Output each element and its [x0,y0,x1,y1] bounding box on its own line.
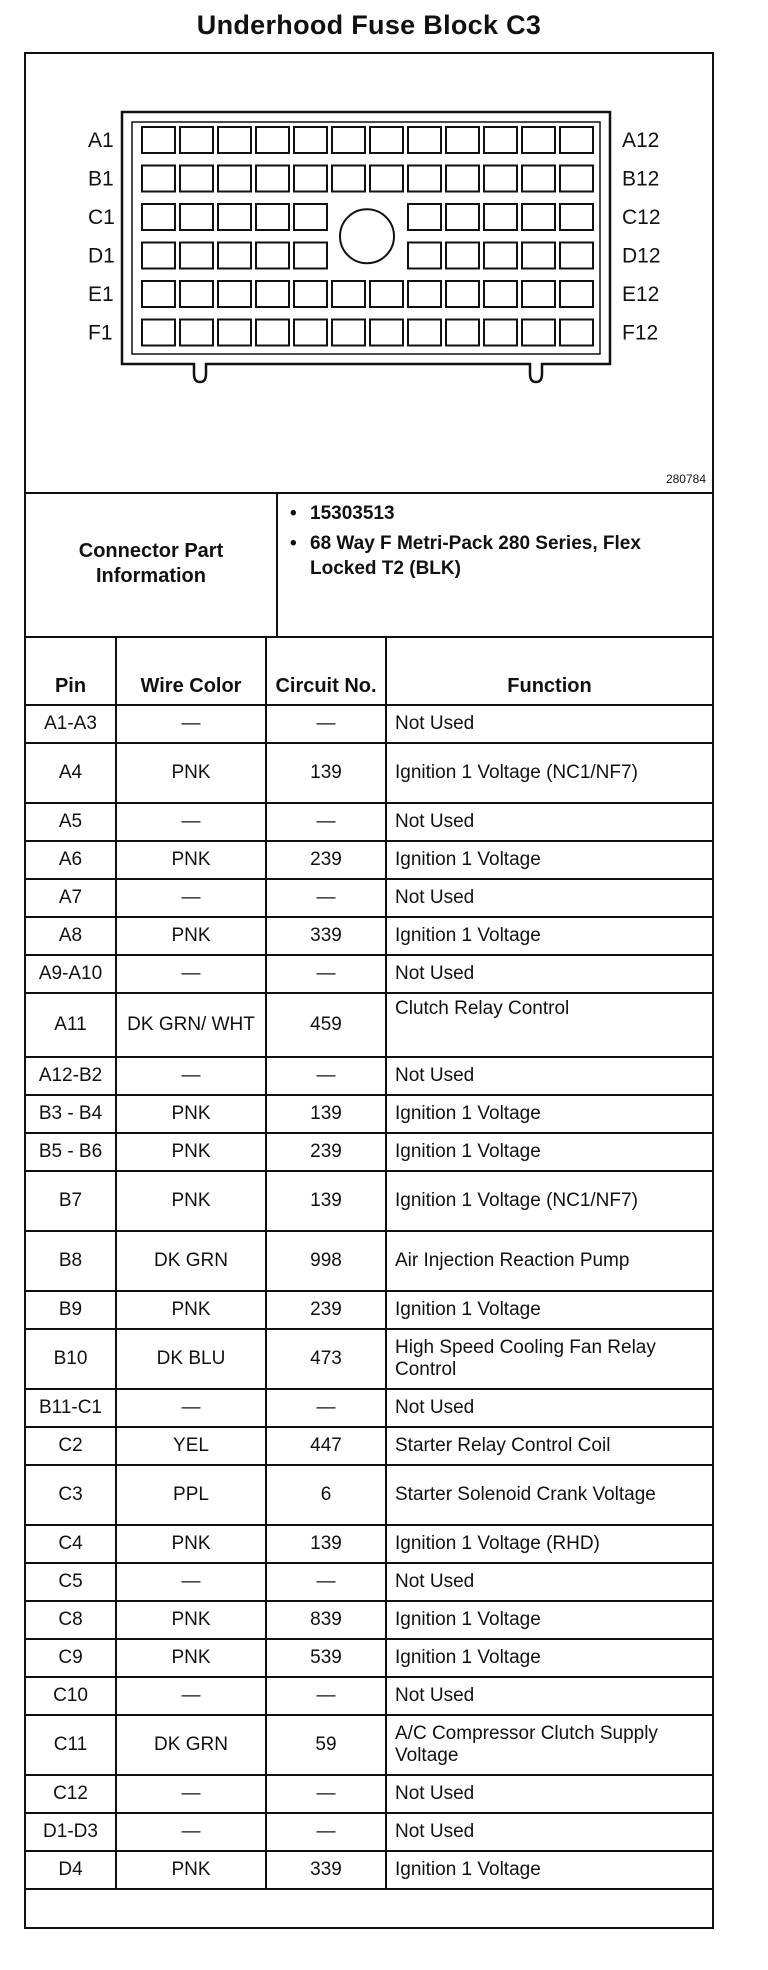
cavity [560,166,593,192]
circuit-cell: 139 [266,1525,386,1563]
cavity [256,127,289,153]
cavity [142,320,175,346]
wire-color-cell: DK BLU [116,1329,266,1389]
circuit-cell: 139 [266,1171,386,1231]
pin-cell: A11 [26,993,116,1057]
table-body [26,705,712,1889]
function-cell: Air Injection Reaction Pump [386,1231,712,1291]
wire-color-cell: DK GRN [116,1715,266,1775]
wire-color-cell: DK GRN/ WHT [116,993,266,1057]
circuit-cell: 459 [266,993,386,1057]
table-row [26,803,712,841]
cavity [332,281,365,307]
cavity [446,320,479,346]
table-row [26,1427,712,1465]
wire-color-cell: YEL [116,1427,266,1465]
function-cell: High Speed Cooling Fan Relay Control [386,1329,712,1389]
cavity [218,204,251,230]
circuit-cell: 539 [266,1639,386,1677]
row-end-label: B12 [622,167,660,191]
function-header: Function [386,637,712,705]
cavity [522,281,555,307]
circuit-cell: 239 [266,1133,386,1171]
table-row [26,841,712,879]
function-cell: Ignition 1 Voltage (NC1/NF7) [386,1171,712,1231]
cavity [218,243,251,269]
wire-color-cell: PNK [116,1851,266,1889]
circuit-cell: — [266,705,386,743]
wire-color-cell: — [116,1813,266,1851]
cavity [294,281,327,307]
table-row [26,1291,712,1329]
row-start-label: D1 [88,244,115,268]
function-cell: Not Used [386,1677,712,1715]
cavity [560,204,593,230]
cavity [332,127,365,153]
pin-cell: B5 - B6 [26,1133,116,1171]
pin-cell: C2 [26,1427,116,1465]
connector-info-item: • 15303513 [288,502,708,526]
pin-cell: B10 [26,1329,116,1389]
cavity [408,243,441,269]
circuit-cell: — [266,955,386,993]
cavity [332,320,365,346]
cavity [522,204,555,230]
wire-color-cell: PNK [116,1601,266,1639]
wire-color-cell: PNK [116,1095,266,1133]
cavity [180,281,213,307]
circuit-cell: 59 [266,1715,386,1775]
cavity [218,320,251,346]
figure-reference-number: 280784 [665,472,706,486]
cavity [294,204,327,230]
row-start-label: A1 [88,129,114,152]
function-cell: Starter Solenoid Crank Voltage [386,1465,712,1525]
row-end-label: A12 [622,129,660,152]
cavity [446,243,479,269]
pin-cell: C8 [26,1601,116,1639]
pin-header: Pin [26,637,116,705]
function-cell: Not Used [386,1057,712,1095]
page-title: Underhood Fuse Block C3 [196,10,542,40]
circuit-cell: 339 [266,1851,386,1889]
circuit-cell: 239 [266,1291,386,1329]
row-end-label: C12 [622,206,661,229]
wire-color-cell: PNK [116,1639,266,1677]
pin-cell: C4 [26,1525,116,1563]
function-cell: Ignition 1 Voltage [386,1851,712,1889]
cavity [408,320,441,346]
table-row [26,1775,712,1813]
function-cell: Not Used [386,1389,712,1427]
cavity [142,281,175,307]
cavity [560,243,593,269]
pin-cell: A6 [26,841,116,879]
table-row [26,955,712,993]
circuit-cell: 339 [266,917,386,955]
table-row [26,993,712,1057]
circuit-cell: 839 [266,1601,386,1639]
cavity [180,243,213,269]
table-row [26,1563,712,1601]
pin-cell: C9 [26,1639,116,1677]
table-row [26,917,712,955]
circuit-cell: 139 [266,1095,386,1133]
cavity [522,166,555,192]
wire-color-cell: — [116,1563,266,1601]
pin-cell: C5 [26,1563,116,1601]
cavity [256,243,289,269]
function-cell: Ignition 1 Voltage (NC1/NF7) [386,743,712,803]
circuit-cell: 447 [266,1427,386,1465]
cavity [446,127,479,153]
function-cell: Not Used [386,955,712,993]
cavity [408,127,441,153]
cavity [142,204,175,230]
table-row [26,1639,712,1677]
table-row [26,1813,712,1851]
table-row [26,1133,712,1171]
cavity [484,166,517,192]
function-cell: Ignition 1 Voltage [386,1133,712,1171]
cavity [446,204,479,230]
circuit-cell: — [266,1057,386,1095]
connector-diagram [26,54,712,494]
pin-cell: A5 [26,803,116,841]
cavity [446,281,479,307]
circuit-cell: — [266,1677,386,1715]
circuit-cell: 139 [266,743,386,803]
cavity [522,320,555,346]
function-cell: Ignition 1 Voltage [386,1639,712,1677]
wire-color-header: Wire Color [116,637,266,705]
table-row [26,1329,712,1389]
pin-cell: A7 [26,879,116,917]
table-row [26,1601,712,1639]
table-row [26,1677,712,1715]
table-row [26,1851,712,1889]
pin-cell: A4 [26,743,116,803]
row-start-label: C1 [88,206,115,229]
pinout-table [26,636,712,1890]
pin-cell: B7 [26,1171,116,1231]
cavity [484,320,517,346]
locking-bolt-hole [340,209,394,263]
circuit-cell: 6 [266,1465,386,1525]
table-row [26,1465,712,1525]
table-row [26,1715,712,1775]
cavity [294,127,327,153]
wire-color-cell: PPL [116,1465,266,1525]
pin-cell: C12 [26,1775,116,1813]
circuit-cell: — [266,1389,386,1427]
table-row [26,1095,712,1133]
cavity [484,243,517,269]
table-row [26,1525,712,1563]
table-row [26,743,712,803]
function-cell: Not Used [386,879,712,917]
connector-sheet [24,52,714,1929]
circuit-cell: — [266,879,386,917]
table-row [26,1171,712,1231]
pin-cell: C11 [26,1715,116,1775]
cavity [522,127,555,153]
cavity [218,166,251,192]
circuit-cell: 473 [266,1329,386,1389]
cavity [294,166,327,192]
circuit-cell: — [266,1563,386,1601]
function-cell: Not Used [386,1563,712,1601]
row-start-label: E1 [88,283,114,306]
cavity [560,127,593,153]
cavity [256,166,289,192]
cavity [142,243,175,269]
wire-color-cell: — [116,1775,266,1813]
cavity [180,127,213,153]
table-row [26,1057,712,1095]
wire-color-cell: — [116,803,266,841]
cavity [294,320,327,346]
pin-cell: A8 [26,917,116,955]
wire-color-cell: — [116,1389,266,1427]
row-start-label: F1 [88,321,113,345]
wire-color-cell: — [116,705,266,743]
cavity [484,204,517,230]
function-cell: Starter Relay Control Coil [386,1427,712,1465]
cavity [180,320,213,346]
wire-color-cell: PNK [116,1133,266,1171]
table-row [26,705,712,743]
function-cell: Not Used [386,705,712,743]
wire-color-cell: PNK [116,1171,266,1231]
cavity [332,166,365,192]
row-end-label: D12 [622,244,661,268]
function-cell: Not Used [386,1775,712,1813]
wire-color-cell: PNK [116,841,266,879]
cavity [446,166,479,192]
connector-info-item: • 68 Way F Metri-Pack 280 Series, Flex Locked T2 (BLK) [288,532,708,581]
cavity [522,243,555,269]
pin-cell: D4 [26,1851,116,1889]
row-end-label: F12 [622,321,659,345]
wire-color-cell: PNK [116,743,266,803]
function-cell: Ignition 1 Voltage [386,1291,712,1329]
cavity [256,281,289,307]
wire-color-cell: PNK [116,917,266,955]
table-row [26,1389,712,1427]
cavity [560,281,593,307]
row-start-label: B1 [88,167,114,191]
wire-color-cell: PNK [116,1291,266,1329]
cavity [484,127,517,153]
pin-cell: B9 [26,1291,116,1329]
cavity [256,320,289,346]
pin-cell: B8 [26,1231,116,1291]
pin-cell: A9-A10 [26,955,116,993]
function-cell: A/C Compressor Clutch Supply Voltage [386,1715,712,1775]
function-cell: Ignition 1 Voltage [386,1601,712,1639]
cavity [180,166,213,192]
cavity [408,281,441,307]
wire-color-cell: — [116,879,266,917]
connector-info-label: Connector Part Information [26,492,278,636]
wire-color-cell: — [116,1677,266,1715]
pin-cell: A12-B2 [26,1057,116,1095]
cavity [370,320,403,346]
wire-color-cell: PNK [116,1525,266,1563]
circuit-cell: 239 [266,841,386,879]
function-cell: Ignition 1 Voltage [386,1095,712,1133]
connector-part-information [26,492,712,638]
cavity [560,320,593,346]
pin-cell: D1-D3 [26,1813,116,1851]
function-cell: Not Used [386,803,712,841]
circuit-cell: 998 [266,1231,386,1291]
cavity [142,166,175,192]
cavity [408,204,441,230]
function-cell: Not Used [386,1813,712,1851]
cavity [256,204,289,230]
circuit-cell: — [266,1813,386,1851]
circuit-header: Circuit No. [266,637,386,705]
connector-info-list [288,502,708,587]
pin-cell: B3 - B4 [26,1095,116,1133]
wire-color-cell: — [116,955,266,993]
cavity [484,281,517,307]
function-cell: Ignition 1 Voltage [386,917,712,955]
cavity [180,204,213,230]
table-row [26,879,712,917]
table-row [26,1231,712,1291]
pin-cell: C10 [26,1677,116,1715]
cavity [370,127,403,153]
pin-cell: A1-A3 [26,705,116,743]
cavity [218,281,251,307]
function-cell: Ignition 1 Voltage [386,841,712,879]
cavity [370,281,403,307]
table-header-row [26,637,712,705]
cavity [408,166,441,192]
function-cell: Ignition 1 Voltage (RHD) [386,1525,712,1563]
cavity [218,127,251,153]
cavity [370,166,403,192]
wire-color-cell: — [116,1057,266,1095]
pin-cell: B11-C1 [26,1389,116,1427]
function-cell: Clutch Relay Control [386,993,712,1057]
cavity [294,243,327,269]
cavity [142,127,175,153]
connector-face-drawing [26,54,712,492]
circuit-cell: — [266,1775,386,1813]
pin-cell: C3 [26,1465,116,1525]
row-end-label: E12 [622,283,660,306]
wire-color-cell: DK GRN [116,1231,266,1291]
circuit-cell: — [266,803,386,841]
